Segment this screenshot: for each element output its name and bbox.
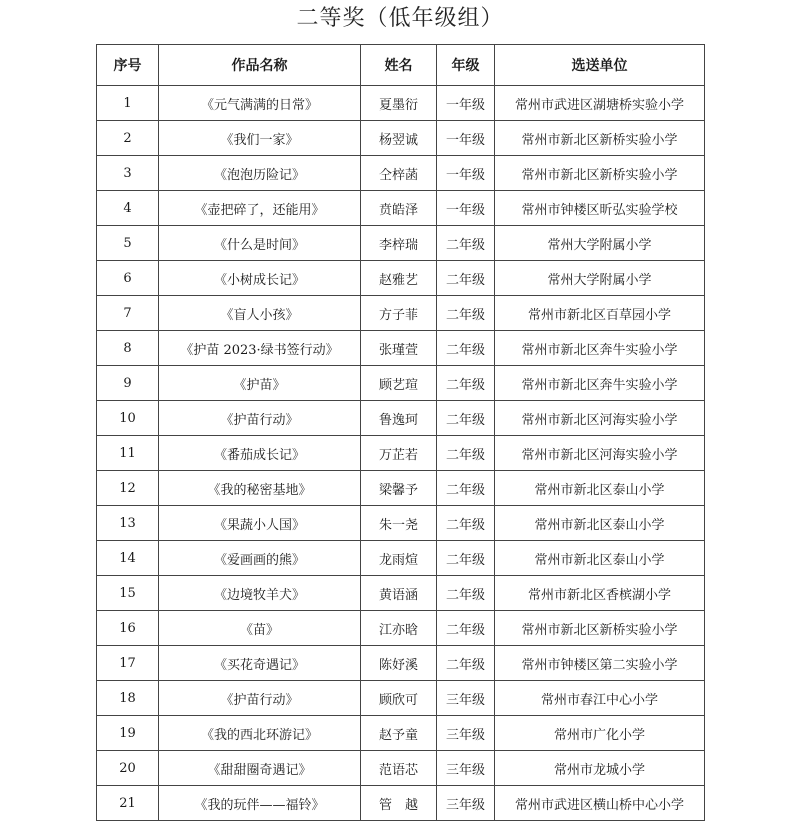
column-header-school: 选送单位 [495, 45, 705, 86]
cell-grade: 二年级 [437, 611, 495, 646]
cell-work-title: 《壶把碎了，还能用》 [159, 191, 361, 226]
table-row [97, 716, 705, 751]
table-row [97, 401, 705, 436]
column-header-no: 序号 [97, 45, 159, 86]
cell-work-title: 《护苗行动》 [159, 681, 361, 716]
cell-no: 15 [97, 576, 159, 611]
cell-school: 常州市新北区泰山小学 [495, 506, 705, 541]
cell-no: 2 [97, 121, 159, 156]
cell-school: 常州市新北区奔牛实验小学 [495, 331, 705, 366]
cell-school: 常州市新北区泰山小学 [495, 541, 705, 576]
cell-student-name: 仝梓菡 [361, 156, 437, 191]
table-row [97, 86, 705, 121]
cell-grade: 二年级 [437, 296, 495, 331]
table-row [97, 506, 705, 541]
cell-school: 常州市春江中心小学 [495, 681, 705, 716]
cell-no: 10 [97, 401, 159, 436]
cell-no: 18 [97, 681, 159, 716]
table-header-row [97, 45, 705, 86]
cell-no: 6 [97, 261, 159, 296]
cell-school: 常州市新北区新桥实验小学 [495, 156, 705, 191]
page-title: 二等奖（低年级组） [296, 6, 504, 31]
cell-work-title: 《护苗 2023·绿书签行动》 [159, 331, 361, 366]
cell-work-title: 《我的玩伴——福铃》 [159, 786, 361, 821]
cell-grade: 一年级 [437, 121, 495, 156]
cell-school: 常州市钟楼区第二实验小学 [495, 646, 705, 681]
cell-student-name: 万芷若 [361, 436, 437, 471]
table-row [97, 366, 705, 401]
cell-school: 常州市新北区河海实验小学 [495, 401, 705, 436]
cell-student-name: 鲁逸珂 [361, 401, 437, 436]
column-header-name: 姓名 [361, 45, 437, 86]
table-row [97, 261, 705, 296]
cell-school: 常州市龙城小学 [495, 751, 705, 786]
cell-no: 9 [97, 366, 159, 401]
cell-grade: 一年级 [437, 86, 495, 121]
cell-work-title: 《爱画画的熊》 [159, 541, 361, 576]
table-row [97, 191, 705, 226]
cell-grade: 三年级 [437, 716, 495, 751]
cell-no: 5 [97, 226, 159, 261]
cell-school: 常州市武进区横山桥中心小学 [495, 786, 705, 821]
cell-student-name: 张瑾萱 [361, 331, 437, 366]
cell-work-title: 《果蔬小人国》 [159, 506, 361, 541]
cell-work-title: 《甜甜圈奇遇记》 [159, 751, 361, 786]
cell-student-name: 管 越 [361, 786, 437, 821]
cell-student-name: 李梓瑞 [361, 226, 437, 261]
cell-grade: 二年级 [437, 506, 495, 541]
cell-student-name: 范语芯 [361, 751, 437, 786]
cell-no: 14 [97, 541, 159, 576]
cell-school: 常州市新北区奔牛实验小学 [495, 366, 705, 401]
table-row [97, 611, 705, 646]
cell-work-title: 《苗》 [159, 611, 361, 646]
cell-work-title: 《番茄成长记》 [159, 436, 361, 471]
cell-no: 12 [97, 471, 159, 506]
cell-grade: 三年级 [437, 681, 495, 716]
cell-no: 1 [97, 86, 159, 121]
cell-no: 4 [97, 191, 159, 226]
cell-work-title: 《边境牧羊犬》 [159, 576, 361, 611]
cell-work-title: 《盲人小孩》 [159, 296, 361, 331]
cell-grade: 二年级 [437, 471, 495, 506]
cell-school: 常州市钟楼区昕弘实验学校 [495, 191, 705, 226]
cell-grade: 二年级 [437, 576, 495, 611]
cell-grade: 二年级 [437, 366, 495, 401]
table-row [97, 156, 705, 191]
cell-no: 8 [97, 331, 159, 366]
table-row [97, 471, 705, 506]
cell-student-name: 陈妤溪 [361, 646, 437, 681]
cell-grade: 二年级 [437, 331, 495, 366]
cell-work-title: 《我们一家》 [159, 121, 361, 156]
cell-student-name: 江亦晗 [361, 611, 437, 646]
cell-school: 常州市广化小学 [495, 716, 705, 751]
cell-work-title: 《什么是时间》 [159, 226, 361, 261]
cell-student-name: 梁馨予 [361, 471, 437, 506]
cell-school: 常州市新北区泰山小学 [495, 471, 705, 506]
cell-work-title: 《护苗行动》 [159, 401, 361, 436]
cell-grade: 二年级 [437, 261, 495, 296]
cell-work-title: 《泡泡历险记》 [159, 156, 361, 191]
cell-school: 常州市新北区新桥实验小学 [495, 121, 705, 156]
cell-work-title: 《元气满满的日常》 [159, 86, 361, 121]
cell-no: 20 [97, 751, 159, 786]
cell-work-title: 《护苗》 [159, 366, 361, 401]
cell-no: 11 [97, 436, 159, 471]
cell-student-name: 方子菲 [361, 296, 437, 331]
cell-student-name: 夏墨衍 [361, 86, 437, 121]
award-table [96, 44, 705, 821]
cell-student-name: 黄语涵 [361, 576, 437, 611]
cell-no: 16 [97, 611, 159, 646]
cell-grade: 二年级 [437, 401, 495, 436]
cell-student-name: 顾欣可 [361, 681, 437, 716]
cell-student-name: 赵予童 [361, 716, 437, 751]
cell-student-name: 贲皓泽 [361, 191, 437, 226]
table-row [97, 681, 705, 716]
cell-school: 常州市新北区河海实验小学 [495, 436, 705, 471]
cell-no: 21 [97, 786, 159, 821]
table-row [97, 541, 705, 576]
column-header-grade: 年级 [437, 45, 495, 86]
column-header-work: 作品名称 [159, 45, 361, 86]
cell-work-title: 《我的秘密基地》 [159, 471, 361, 506]
cell-school: 常州市武进区湖塘桥实验小学 [495, 86, 705, 121]
cell-no: 13 [97, 506, 159, 541]
cell-student-name: 朱一尧 [361, 506, 437, 541]
cell-grade: 三年级 [437, 751, 495, 786]
table-row [97, 226, 705, 261]
cell-no: 3 [97, 156, 159, 191]
cell-work-title: 《小树成长记》 [159, 261, 361, 296]
cell-grade: 一年级 [437, 191, 495, 226]
table-row [97, 751, 705, 786]
table-row [97, 121, 705, 156]
table-row [97, 296, 705, 331]
table-row [97, 436, 705, 471]
cell-grade: 一年级 [437, 156, 495, 191]
table-row [97, 576, 705, 611]
cell-school: 常州市新北区香槟湖小学 [495, 576, 705, 611]
table-row [97, 786, 705, 821]
cell-student-name: 龙雨煊 [361, 541, 437, 576]
cell-grade: 二年级 [437, 646, 495, 681]
cell-student-name: 赵雅艺 [361, 261, 437, 296]
cell-work-title: 《买花奇遇记》 [159, 646, 361, 681]
cell-grade: 二年级 [437, 436, 495, 471]
cell-student-name: 顾艺瑄 [361, 366, 437, 401]
table-row [97, 646, 705, 681]
cell-student-name: 杨翌诚 [361, 121, 437, 156]
cell-school: 常州大学附属小学 [495, 226, 705, 261]
cell-grade: 二年级 [437, 226, 495, 261]
cell-work-title: 《我的西北环游记》 [159, 716, 361, 751]
cell-no: 17 [97, 646, 159, 681]
cell-no: 19 [97, 716, 159, 751]
cell-school: 常州市新北区新桥实验小学 [495, 611, 705, 646]
cell-no: 7 [97, 296, 159, 331]
cell-grade: 三年级 [437, 786, 495, 821]
cell-grade: 二年级 [437, 541, 495, 576]
table-body [97, 86, 705, 821]
table-row [97, 331, 705, 366]
cell-school: 常州市新北区百草园小学 [495, 296, 705, 331]
cell-school: 常州大学附属小学 [495, 261, 705, 296]
